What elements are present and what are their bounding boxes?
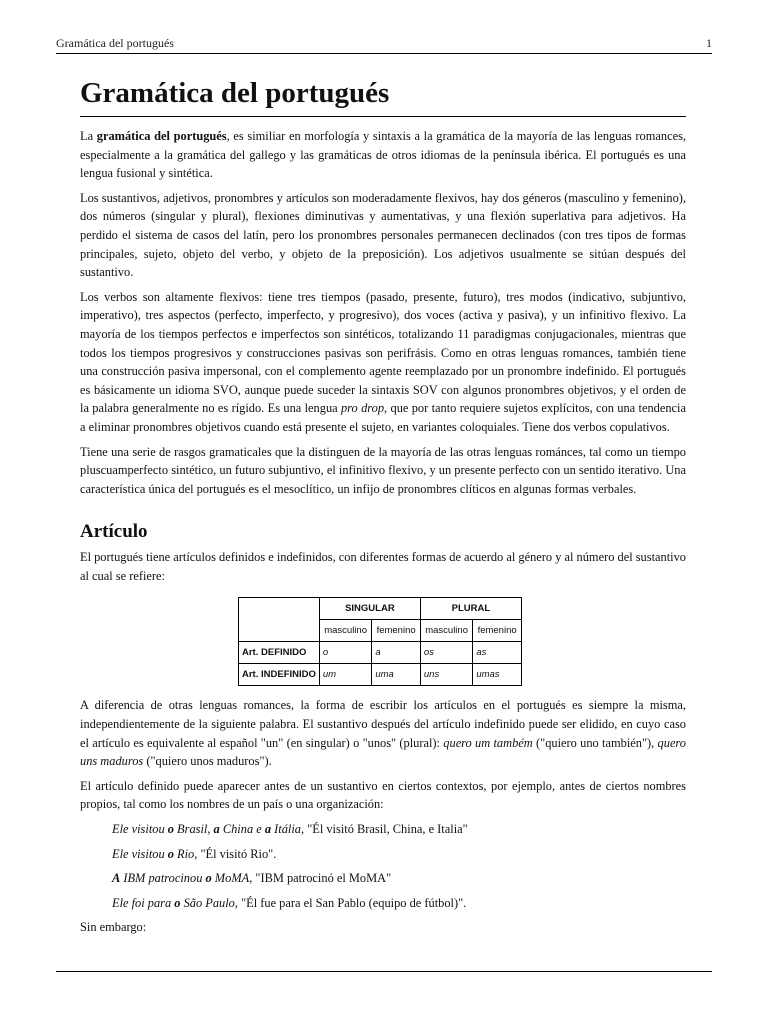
section-heading-articulo: Artículo [80, 521, 148, 543]
example-article: A [112, 871, 121, 886]
intro-paragraph-3 [80, 288, 686, 437]
italic-term: quero uns maduros [80, 735, 686, 769]
table-subheader-cell: femenino [372, 620, 421, 642]
example-line [112, 869, 686, 888]
example-text: , "Él visitó Rio". [194, 846, 277, 861]
text-run: , que por tanto requiere sujetos explícitos, con una tendencia a eliminar pronombres objetivos cuando está presente el sujeto, en variantes coloquiales. Tiene dos verbos copulativos. [80, 401, 686, 434]
table-row [239, 642, 522, 664]
table-cell: a [372, 642, 421, 664]
text-run: ("quiero uno también"), [532, 735, 658, 750]
intro-paragraph-4: Tiene una serie de rasgos gramaticales que la distinguen de la mayoría de las otras lenguas románces, tal como un tiempo pluscuamperfecto sintético, un futuro subjuntivo, el infinitivo flexivo, y un presente perfecto con un sentido iterativo. Una característica única del portugués es el mesoclítico, un infijo de pronombres clíticos en algunas formas verbales. [80, 444, 686, 496]
example-article: a [213, 822, 220, 837]
example-text: Brasil [173, 822, 208, 837]
example-text: , "Él fue para el San Pablo (equipo de fútbol)". [234, 895, 467, 910]
table-cell: um [319, 664, 371, 686]
example-line [112, 845, 686, 864]
table-subheader-cell: femenino [473, 620, 522, 642]
article-table [238, 597, 522, 686]
example-article: o [167, 846, 174, 861]
articulo-paragraph-2 [80, 696, 686, 770]
example-article: o [167, 822, 174, 837]
running-header [56, 36, 712, 51]
example-text: Itália [271, 822, 301, 837]
example-text: , "Él visitó Brasil, China, e Italia" [301, 822, 468, 837]
text-run: La [80, 129, 97, 143]
example-article: a [264, 822, 272, 837]
table-row-label: Art. DEFINIDO [239, 642, 320, 664]
text-run: A diferencia de otras lenguas romances, la forma de escribir los artículos en el portugués es siempre la misma, independientemente de la siguiente palabra. El sustantivo después del artículo indefinido puede ser elidido, en cuyo caso el artículo es equivalente al español "un" (en singular) o "unos" (plural): [80, 698, 686, 750]
example-text: São Paulo [180, 895, 235, 910]
italic-term: pro drop [340, 401, 385, 416]
example-line [112, 820, 686, 839]
table-cell: o [319, 642, 371, 664]
example-text: IBM patrocinou [120, 871, 206, 886]
table-subheader-cell: masculino [319, 620, 371, 642]
page-content [80, 76, 686, 937]
running-header-title: Gramática del portugués [56, 36, 174, 50]
header-rule [56, 53, 712, 54]
table-cell: as [473, 642, 522, 664]
table-cell: uma [372, 664, 421, 686]
table-row [239, 664, 522, 686]
example-list [80, 820, 686, 912]
example-text: Ele visitou [112, 822, 168, 837]
table-header-row [239, 598, 522, 620]
bold-term: gramática del portugués [96, 129, 227, 143]
table-header-plural: PLURAL [420, 598, 521, 620]
example-article: o [205, 871, 212, 886]
articulo-paragraph-4: Sin embargo: [80, 920, 147, 935]
table-cell: os [420, 642, 472, 664]
table-cell: umas [473, 664, 522, 686]
example-text: , "IBM patrocinó el MoMA" [249, 871, 392, 886]
table-row-label: Art. INDEFINIDO [239, 664, 320, 686]
articulo-paragraph-3: El artículo definido puede aparecer antes de un sustantivo en ciertos contextos, por ejemplo, antes de ciertos nombres propios, tal como los nombres de un país o una organización: [80, 778, 686, 812]
articulo-paragraph-1: El portugués tiene artículos definidos e indefinidos, con diferentes formas de acuerdo al género y al número del sustantivo al cual se refiere: [80, 550, 686, 583]
page-number: 1 [706, 36, 712, 50]
table-header-singular: SINGULAR [319, 598, 420, 620]
table-corner-cell [239, 598, 320, 642]
intro-paragraph-1 [80, 127, 686, 183]
table-cell: uns [420, 664, 472, 686]
example-text: MoMA [211, 871, 250, 886]
example-text: , [207, 822, 214, 837]
text-run: ("quiero unos maduros"). [143, 754, 272, 769]
example-line [112, 894, 686, 913]
text-run: Los verbos son altamente flexivos: tiene tres tiempos (pasado, presente, futuro), tres modos (indicativo, subjuntivo, imperativo), tres aspectos (perfecto, imperfecto, y progresivo), dos voces (activa y pasiva), y un infinitivo flexivo. La mayoría de los tiempos perfectos e imperfectos son sintéticos, totalizando 11 paradigmas conjugacionales, mientras que todos los tiempos progresivos y construcciones pasivas son perifrásis. Como en otras lenguas romances, también tiene una construcción pasiva impersonal, con el complemento agente reemplazado por un pronombre indefinido. El portugués es básicamente un idioma SVO, aunque puede suceder la sintaxis SOV con algunos pronombres objetivos, y el orden de la palabra generalmente no es rígido. Es una lengua [80, 289, 686, 416]
example-text: Rio [173, 846, 195, 861]
example-text: Ele visitou [112, 846, 168, 861]
italic-term: quero um também [443, 735, 533, 750]
example-text: China e [219, 822, 265, 837]
footer-rule [56, 971, 712, 972]
table-subheader-cell: masculino [420, 620, 472, 642]
page-title: Gramática del portugués [80, 76, 686, 117]
intro-paragraph-2: Los sustantivos, adjetivos, pronombres y artículos son moderadamente flexivos, hay dos géneros (masculino y femenino), dos números (singular y plural), flexiones diminutivas y aumentativas, y una flexión superlativa para adjetivos. Ha perdido el sistema de casos del latín, pero los pronombres personales permanecen declinados (con tres tipos de formas principales, sujeto, objeto del verbo, y objeto de la preposición). Los adjetivos usualmente se sitúan después del sustantivo. [80, 190, 686, 280]
example-article: o [174, 895, 181, 910]
example-text: Ele foi para [112, 895, 175, 910]
text-run: , es similiar en morfología y sintaxis a la gramática de la mayoría de las lenguas romances, especialmente a la gramática del gallego y las gramáticas de otros idiomas de la península ibérica. El portugués es una lengua fusional y sintética. [80, 129, 686, 181]
